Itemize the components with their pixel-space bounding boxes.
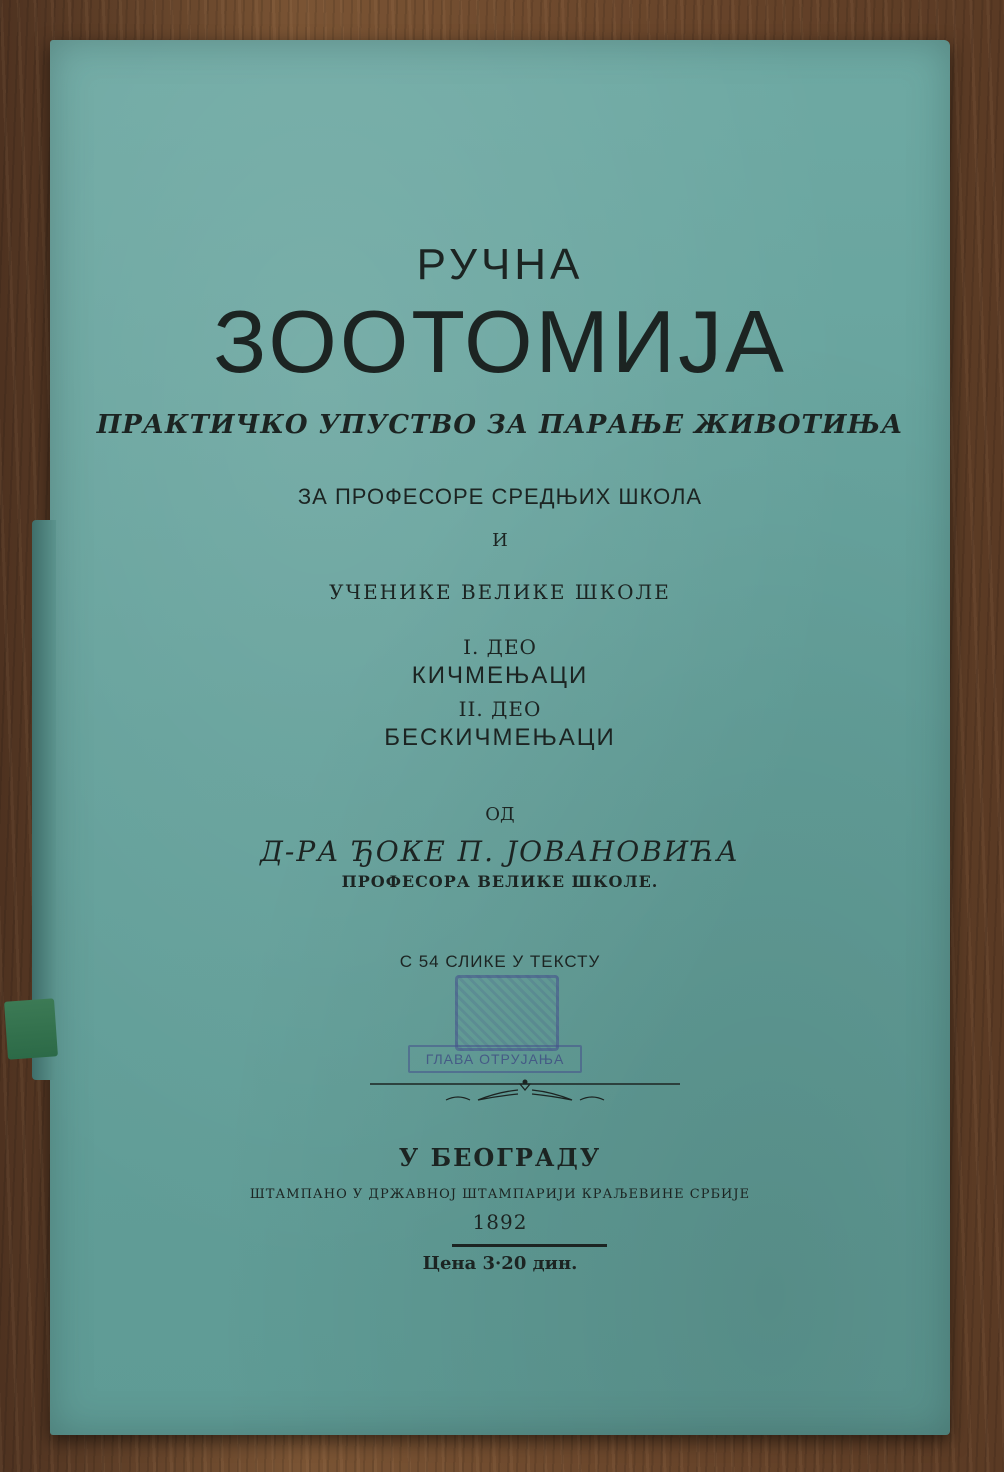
main-title: ЗООТОМИЈА (213, 292, 787, 391)
book-cover (50, 40, 950, 1435)
publication-year: 1892 (472, 1210, 528, 1234)
city: У БЕОГРАДУ (398, 1143, 602, 1172)
part-1-label: I. ДЕО (463, 635, 537, 659)
book-spine (32, 520, 56, 1080)
by-line: ОД (485, 804, 515, 825)
library-stamp (455, 975, 559, 1051)
printer-line: ШТАМПАНО У ДРЖАВНОЈ ШТАМПАРИЈИ КРАЉЕВИНЕ СРБИЈЕ (249, 1187, 751, 1202)
illustrations-note: С 54 СЛИКЕ У ТЕКСТУ (399, 952, 601, 971)
price: Цена 3·20 дин. (422, 1253, 578, 1274)
part-1-title: КИЧМЕЊАЦИ (411, 662, 589, 689)
audience-line-2: УЧЕНИКЕ ВЕЛИКЕ ШКОЛЕ (329, 580, 671, 604)
library-stamp-label: ГЛАВА ОТРУЈАЊА (408, 1045, 582, 1073)
conjunction: И (492, 530, 508, 551)
subtitle: ПРАКТИЧКО УПУСТВО ЗА ПАРАЊЕ ЖИВОТИЊА (96, 410, 904, 440)
part-2-title: БЕСКИЧМЕЊАЦИ (384, 724, 616, 751)
price-rule (452, 1244, 607, 1247)
part-2-label: II. ДЕО (458, 697, 542, 721)
author-name: Д-РА ЂОКЕ П. ЈОВАНОВИЋА (260, 835, 740, 868)
ornament-divider (370, 1070, 680, 1110)
pre-title: РУЧНА (416, 240, 584, 289)
binding-tape (4, 998, 58, 1059)
author-title: ПРОФЕСОРА ВЕЛИКЕ ШКОЛЕ. (341, 872, 659, 891)
audience-line-1: ЗА ПРОФЕСОРЕ СРЕДЊИХ ШКОЛА (297, 484, 703, 509)
